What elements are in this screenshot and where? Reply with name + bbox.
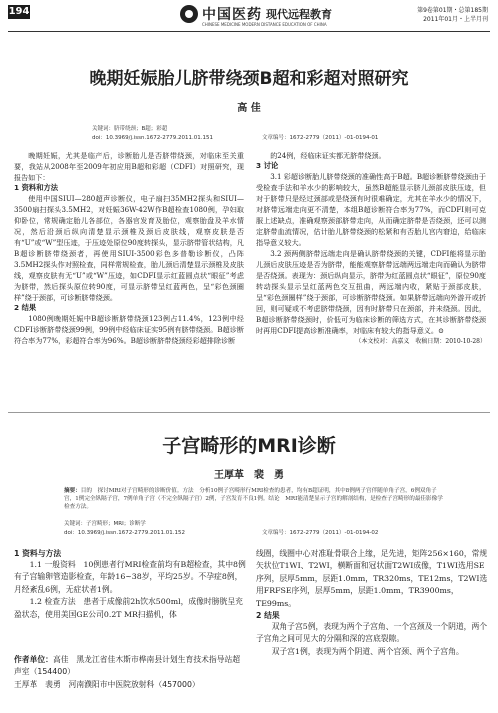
article2-abstract (64, 487, 444, 511)
paragraph: 双角子宫5例，表现为两个子宫角、一个宫颈及一个阴道，两个子宫角之间可见大的分隔和深的宫底裂隙。 (256, 622, 488, 644)
article1-column-right (256, 150, 486, 347)
section-heading: 1 资料和方法 (14, 183, 59, 192)
journal-logo (180, 4, 332, 24)
section-heading: 3 讨论 (256, 161, 279, 170)
paragraph: 3.1 彩超诊断胎儿脐带绕颈的准确性高于B超。B超诊断脐带绕颈由于受检查手法和羊水少的影响较大，虽然B超能显示脐儿颈部皮肤压迹，但对于脐带只是经过颈部或是绕颈有时很难确定，尤其在羊水少的情况下，对脐带远端走向更不清楚，本组B超诊断符合率为77%，而CDFI则可克服上述缺点，准确观察颈部脐带走向，从而确定脐带是否绕颈，还可以测定脐带血流情况，估计胎儿脐带绕颈的松紧和有否胎儿宫内窘迫，给临床指导意义较大。 (256, 172, 486, 247)
paragraph: 使用中国SIUI—280超声诊断仪，电子扇扫35MH2探头和SIUI—3500扇扫探头3.5MH2，对妊娠36W-42W作B超检查1080例，孕妇取仰卧位，常规确定胎儿各部位，各器官发育及胎位，观察胎盘及羊水情况，然后沿颈后纵向清楚显示颈椎及颈后皮肤线，观察皮肤是否有“U”或“W”型压迹，于压迹处原位90度转探头，显示脐带管状结构，凡B超诊断脐带绕颈者，再使用SIUI-3500彩色多普勒诊断仪，凸阵3.5MH2探头作对照检查，同样常规检查，胎儿颈后清楚显示颈椎及皮肤线，观察皮肤有无“U”或“W”压迹，如CDFI显示红蓝圆点状“眼征”考虑为脐带，然后探头原位转90度，可显示脐带呈红蓝两色，呈“彩色颈圈样”绕于颈部，可诊断脐带绕颈。 (14, 194, 244, 302)
article1-doi: doi：10.3969/j.issn.1672-2779.2011.01.151 (92, 135, 213, 141)
article2-title: 子宫畸形的MRI诊断 (162, 435, 336, 457)
article1-column-left (14, 150, 244, 346)
abstract-label: 摘要： (64, 488, 81, 494)
article1-keywords: 关键词：脐带绕颈；B超；彩超 (92, 126, 168, 132)
article-separator (8, 412, 490, 413)
issue-line-1: 第9卷第01期・总第185期 (417, 7, 488, 14)
journal-emblem-icon (180, 5, 198, 23)
section-heading: 2 结果 (256, 611, 280, 621)
author-affiliation (14, 654, 246, 691)
article2-column-right (256, 548, 488, 658)
section-heading: 2 结果 (14, 303, 37, 312)
abstract-text: 目的 探讨MRI对子宫畸形的诊断价值。方法 分析10例子宫畸形行MRI检查的患者，均有B超证明，其中8例两子宫伴随单角子宫，6例双角子宫，1例完全纵隔子宫，7例单角子宫（不完全纵隔子宫）2例，子宫发育不良1例。结论 MRI能清楚显示子宫的解剖结构，是检查子宫畸形的最佳影像学检查方法。 (64, 488, 443, 510)
article1-author: 高 佳 (237, 103, 261, 114)
article2-article-number: 文章编号：1672-2779（2011）-01-0194-02 (262, 530, 379, 536)
issue-info (417, 6, 488, 24)
article2-keywords: 关键词：子宫畸形；MRI；诊断学 (64, 521, 146, 527)
page-number: 194 (8, 6, 30, 17)
paragraph: 晚期妊娠，尤其是临产后，诊断胎儿是否脐带绕颈，对临床至关重要，我站从2008年至2009年初应用B超和彩超（CDFI）对照研究，现报告如下： (14, 151, 244, 182)
paragraph: 1.2 检查方法 患者于成像前2h饮水500ml，成像时膀胱呈充盈状态，使用美国GE公司0.2T MR扫描机，体 (14, 597, 243, 619)
received-note: （本文校对：高嘉义 收稿日期：2010-10-28） (355, 338, 486, 345)
paragraph: 1080例晚期妊娠中B超诊断脐带绕颈123例占11.4%，123例中经CDFI诊断脐带绕颈99例，99例中经临床证实95例有脐带绕颈。B超诊断符合率为77%，彩超符合率为96%。B超诊断脐带绕颈经彩超排除诊断 (14, 314, 244, 345)
header-rule (8, 31, 490, 32)
article1-title: 晚期妊娠胎儿脐带绕颈B超和彩超对照研究 (89, 69, 409, 89)
paragraph: 3.2 颈两侧脐带远端走向是确认脐带绕颈的关键，CDFI能将显示胎儿颈后皮肤压迹是否为脐带，能能观察脐带远端两远端走向而确认为脐带是否绕颈。表现为：颈后纵向显示，脐带为红蓝圆点状“眼征”，原位90度转动探头显示呈红蓝两色交互扭曲，两远端内收，紧贴于颈部皮肤，呈“彩色颈圈样”绕于颈部，可诊断脐带绕颈。如果脐带远端向外游开或折回，则可疑或不考虑脐带绕颈，因有时脐带只在颈部，并未绕颈。因此，B超诊断脐带绕颈时，价低可为临床诊断的筛选方式，在其诊断脐带绕颈时再用CDFI提高诊断准确率，对临床有较大的指导意义。⊙ (256, 249, 486, 335)
journal-english-name: CHINESE MEDICINE MODERN DISTANCE EDUCATION OF CHINA (202, 22, 327, 27)
paragraph: 线圈，线圈中心对准耻骨联合上缘，足先进，矩阵256×160，常规矢状位T1WI、T2WI，横断面和冠状面T2WI成像，T1WI选用SE序列，层厚5mm，层距1.0mm，TR320ms，TE12ms，T2WI选用FRFSE序列，层厚5mm，层距1.0mm，TR3900ms，TE99ms。 (256, 549, 488, 608)
paragraph: 1.1 一般资料 10例患者行MRI检查前均有B超检查，其中8例有子宫输卵管造影检查，年龄16~38岁，平均25岁。不孕症8例，月经紊乱6例，无症状者1例。 (14, 560, 246, 594)
affiliation-text: 高佳 黑龙江省佳木斯市桦南县计划生育技术指导站超声室（154400） 王厚革 裴勇 河南濮阳市中医院放射科（457000） (14, 655, 241, 689)
issue-line-2: 2011年01月・上半月刊 (423, 16, 488, 23)
article2-column-left (14, 548, 246, 621)
paragraph: 的24例，经临床证实都无脐带绕颈。 (270, 151, 386, 160)
affiliation-label: 作者单位： (14, 655, 53, 664)
article2-doi: doi：10.3969/j.issn.1672-2779.2011.01.152 (64, 530, 185, 536)
paragraph: 双子宫1例，表现为两个阴道、两个宫颈、两个子宫角。 (271, 646, 464, 656)
journal-name: 中国医药 (202, 7, 262, 23)
article2-authors: 王厚革 裴 勇 (214, 470, 284, 481)
section-heading: 1 资料与方法 (14, 549, 62, 558)
article1-article-number: 文章编号：1672-2779（2011）-01-0194-01 (262, 135, 379, 141)
journal-suffix: 现代远程教育 (266, 8, 332, 21)
